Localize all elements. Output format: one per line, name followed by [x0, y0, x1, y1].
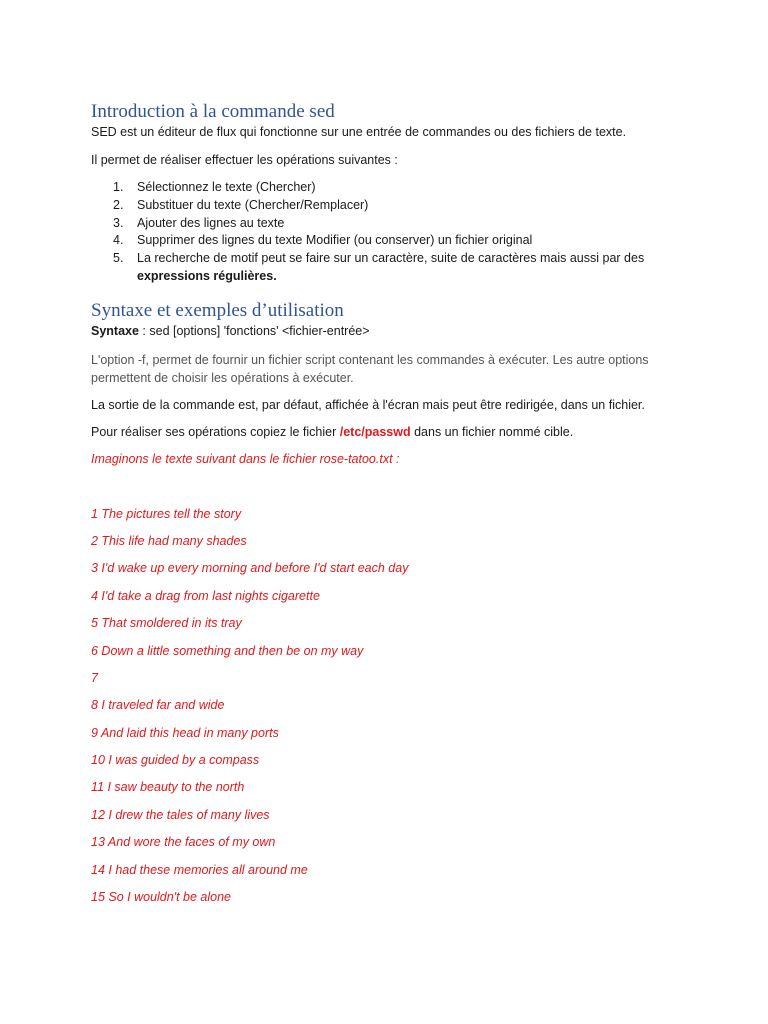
list-number: 4.: [113, 233, 124, 247]
poem-line: 2 This life had many shades: [91, 534, 247, 548]
copy-text-after: dans un fichier nommé cible.: [410, 425, 574, 439]
sortie-paragraph: La sortie de la commande est, par défaut, affichée à l'écran mais peut être redirigée, dans un fichier.: [91, 398, 645, 412]
poem-line: 1 The pictures tell the story: [91, 507, 242, 521]
poem-line: 11 I saw beauty to the north: [91, 780, 245, 794]
list-item: [113, 179, 316, 195]
poem-line: 15 So I wouldn't be alone: [91, 890, 231, 904]
poem-line: 13 And wore the faces of my own: [91, 835, 276, 849]
copy-text-before: Pour réaliser ses opérations copiez le fichier: [91, 425, 340, 439]
list-number: 1.: [113, 180, 124, 194]
list-text: Substituer du texte (Chercher/Remplacer): [137, 198, 369, 212]
poem-line: 12 I drew the tales of many lives: [91, 808, 270, 822]
syntax-text: : sed [options] 'fonctions' <fichier-entrée>: [138, 324, 370, 338]
list-item: [113, 232, 532, 248]
list-number: 5.: [113, 251, 124, 265]
poem-line: 8 I traveled far and wide: [91, 698, 225, 712]
regex-emphasis: expressions régulières: [137, 269, 274, 283]
list-text: Ajouter des lignes au texte: [137, 216, 285, 230]
poem-line: 4 I'd take a drag from last nights cigarette: [91, 589, 320, 603]
copy-paragraph: [91, 424, 573, 440]
intro-paragraph: SED est un éditeur de flux qui fonctionne sur une entrée de commandes ou des fichiers de texte.: [91, 125, 627, 139]
list-item-continuation: [137, 268, 277, 284]
option-paragraph-line1: L'option -f, permet de fournir un fichier script contenant les commandes à exécuter. Les autre options: [91, 353, 649, 367]
list-item: [113, 215, 284, 231]
poem-line: 9 And laid this head in many ports: [91, 726, 279, 740]
poem-line: 10 I was guided by a compass: [91, 753, 260, 767]
heading-syntaxe: Syntaxe et exemples d’utilisation: [91, 300, 344, 321]
list-number: 3.: [113, 216, 124, 230]
list-text: Supprimer des lignes du texte Modifier (ou conserver) un fichier original: [137, 233, 533, 247]
option-paragraph-line2: permettent de choisir les opérations à exécuter.: [91, 371, 354, 385]
syntax-label: Syntaxe: [91, 324, 139, 338]
list-item: [113, 250, 644, 266]
list-text: La recherche de motif peut se faire sur un caractère, suite de caractères mais aussi par des: [137, 251, 645, 265]
poem-line: 3 I'd wake up every morning and before I'd start each day: [91, 561, 409, 575]
poem-line: 5 That smoldered in its tray: [91, 616, 242, 630]
poem-line: 14 I had these memories all around me: [91, 863, 308, 877]
operations-intro: Il permet de réaliser effectuer les opérations suivantes :: [91, 153, 398, 167]
list-text: Sélectionnez le texte (Chercher): [137, 180, 316, 194]
list-number: 2.: [113, 198, 124, 212]
list-item: [113, 197, 368, 213]
poem-line: 6 Down a little something and then be on my way: [91, 644, 364, 658]
imagine-line: Imaginons le texte suivant dans le fichier rose-tatoo.txt :: [91, 452, 400, 466]
syntax-line: [91, 323, 370, 339]
list-item-period: .: [273, 269, 277, 283]
passwd-path: /etc/passwd: [339, 425, 411, 439]
heading-introduction: Introduction à la commande sed: [91, 101, 335, 122]
poem-line: 7: [91, 671, 98, 685]
